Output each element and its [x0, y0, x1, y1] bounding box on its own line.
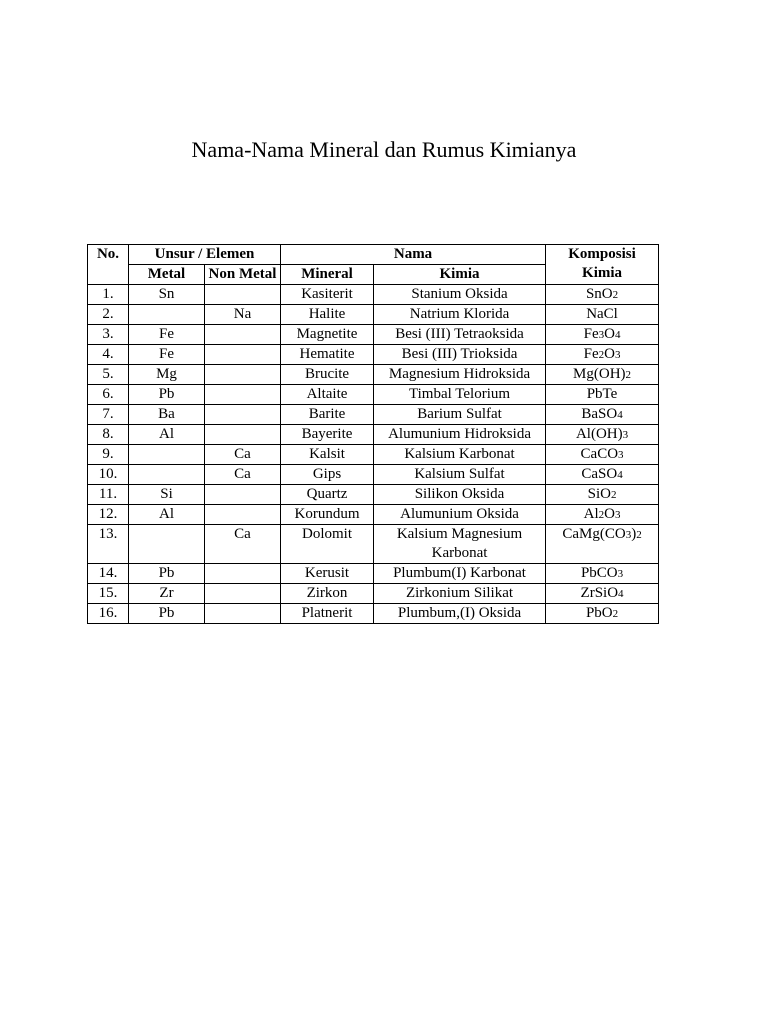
- cell-non-metal: [205, 345, 281, 365]
- cell-mineral: Kasiterit: [281, 285, 374, 305]
- cell-kimia: Besi (III) Trioksida: [374, 345, 546, 365]
- cell-no: 8.: [88, 425, 129, 445]
- formula-subscript: 4: [614, 329, 621, 341]
- header-no: No.: [88, 245, 129, 285]
- cell-formula: [546, 385, 659, 405]
- header-kimia: Kimia: [374, 265, 546, 285]
- cell-mineral: Kalsit: [281, 445, 374, 465]
- formula-subscript: 4: [617, 469, 623, 481]
- cell-formula: [546, 564, 659, 584]
- cell-formula: [546, 345, 659, 365]
- cell-kimia: Silikon Oksida: [374, 485, 546, 505]
- cell-no: 11.: [88, 485, 129, 505]
- cell-kimia: Besi (III) Tetraoksida: [374, 325, 546, 345]
- cell-formula: [546, 445, 659, 465]
- formula-part: ZrSiO: [580, 585, 619, 601]
- cell-non-metal: [205, 505, 281, 525]
- formula-part: Fe: [583, 326, 599, 342]
- header-non-metal: Non Metal: [205, 265, 281, 285]
- cell-non-metal: [205, 425, 281, 445]
- table-row: [88, 305, 659, 325]
- cell-no: 7.: [88, 405, 129, 425]
- cell-mineral: Dolomit: [281, 525, 374, 564]
- cell-metal: Pb: [129, 564, 205, 584]
- header-metal: Metal: [129, 265, 205, 285]
- formula-subscript: 2: [610, 489, 617, 501]
- formula-part: Mg(OH): [573, 366, 626, 382]
- cell-formula: [546, 425, 659, 445]
- header-unsur: Unsur / Elemen: [129, 245, 281, 265]
- cell-non-metal: Ca: [205, 525, 281, 564]
- page-title: Nama-Nama Mineral dan Rumus Kimianya: [191, 137, 577, 162]
- table-row: [88, 365, 659, 385]
- formula-subscript: 3: [614, 349, 621, 361]
- cell-mineral: Quartz: [281, 485, 374, 505]
- cell-metal: [129, 445, 205, 465]
- formula-subscript: 2: [625, 369, 632, 381]
- formula-part: CaCO: [580, 446, 619, 462]
- cell-formula: [546, 584, 659, 604]
- formula-part: ): [631, 526, 637, 542]
- cell-metal: Pb: [129, 604, 205, 624]
- cell-kimia: Zirkonium Silikat: [374, 584, 546, 604]
- table-row: [88, 445, 659, 465]
- cell-mineral: Platnerit: [281, 604, 374, 624]
- formula-part: PbCO: [580, 565, 618, 581]
- cell-no: 10.: [88, 465, 129, 485]
- cell-formula: [546, 505, 659, 525]
- cell-no: 13.: [88, 525, 129, 564]
- formula-part: PbO: [585, 605, 613, 621]
- cell-no: 5.: [88, 365, 129, 385]
- cell-formula: [546, 325, 659, 345]
- formula-subscript: 2: [598, 349, 605, 361]
- cell-mineral: Kerusit: [281, 564, 374, 584]
- cell-kimia: Kalsium Magnesium Karbonat: [374, 525, 546, 564]
- formula-subscript: 3: [622, 429, 629, 441]
- cell-kimia: Plumbum(I) Karbonat: [374, 564, 546, 584]
- table-row: [88, 325, 659, 345]
- cell-no: 1.: [88, 285, 129, 305]
- formula-part: NaCl: [586, 306, 618, 322]
- cell-metal: Pb: [129, 385, 205, 405]
- cell-kimia: Barium Sulfat: [374, 405, 546, 425]
- formula-part: O: [604, 326, 615, 342]
- cell-formula: [546, 465, 659, 485]
- cell-non-metal: [205, 405, 281, 425]
- formula-subscript: 3: [617, 568, 624, 580]
- cell-formula: [546, 485, 659, 505]
- cell-kimia: Natrium Klorida: [374, 305, 546, 325]
- cell-metal: Fe: [129, 345, 205, 365]
- cell-no: 2.: [88, 305, 129, 325]
- cell-mineral: Altaite: [281, 385, 374, 405]
- formula-subscript: 2: [612, 608, 619, 620]
- cell-no: 14.: [88, 564, 129, 584]
- table-row: [88, 485, 659, 505]
- cell-formula: [546, 604, 659, 624]
- cell-kimia: Stanium Oksida: [374, 285, 546, 305]
- cell-no: 9.: [88, 445, 129, 465]
- header-nama: Nama: [281, 245, 546, 265]
- cell-non-metal: [205, 385, 281, 405]
- formula-subscript: 2: [636, 529, 642, 541]
- formula-part: O: [601, 286, 613, 302]
- table-row: [88, 285, 659, 305]
- table-row: [88, 564, 659, 584]
- cell-metal: Al: [129, 425, 205, 445]
- cell-kimia: Kalsium Sulfat: [374, 465, 546, 485]
- cell-no: 3.: [88, 325, 129, 345]
- cell-kimia: Alumunium Hidroksida: [374, 425, 546, 445]
- cell-metal: Sn: [129, 285, 205, 305]
- cell-formula: [546, 365, 659, 385]
- formula-part: SiO: [587, 486, 611, 502]
- cell-kimia: Kalsium Karbonat: [374, 445, 546, 465]
- cell-no: 12.: [88, 505, 129, 525]
- cell-non-metal: [205, 604, 281, 624]
- formula-part: Al(OH): [575, 426, 623, 442]
- formula-subscript: 4: [617, 409, 623, 421]
- formula-part: Sn: [585, 286, 602, 302]
- formula-part: PbTe: [586, 386, 618, 402]
- cell-formula: [546, 305, 659, 325]
- cell-no: 4.: [88, 345, 129, 365]
- formula-subscript: 3: [618, 449, 624, 461]
- formula-subscript: 3: [614, 509, 621, 521]
- cell-kimia: Alumunium Oksida: [374, 505, 546, 525]
- cell-non-metal: [205, 564, 281, 584]
- cell-no: 15.: [88, 584, 129, 604]
- formula-part: Fe: [583, 346, 599, 362]
- table-row: [88, 425, 659, 445]
- formula-part: CaMg(CO: [562, 526, 626, 542]
- cell-mineral: Brucite: [281, 365, 374, 385]
- formula-part: O: [604, 346, 615, 362]
- cell-formula: [546, 405, 659, 425]
- cell-non-metal: Ca: [205, 465, 281, 485]
- formula-subscript: 2: [598, 509, 605, 521]
- formula-part: BaSO: [581, 406, 618, 422]
- cell-kimia: Timbal Telorium: [374, 385, 546, 405]
- cell-mineral: Halite: [281, 305, 374, 325]
- cell-non-metal: [205, 285, 281, 305]
- cell-non-metal: Ca: [205, 445, 281, 465]
- cell-metal: Al: [129, 505, 205, 525]
- cell-mineral: Gips: [281, 465, 374, 485]
- table-header: [88, 245, 659, 285]
- table-row: [88, 525, 659, 564]
- cell-metal: Zr: [129, 584, 205, 604]
- cell-metal: Ba: [129, 405, 205, 425]
- cell-mineral: Korundum: [281, 505, 374, 525]
- table-row: [88, 385, 659, 405]
- table-row: [88, 505, 659, 525]
- cell-non-metal: Na: [205, 305, 281, 325]
- cell-non-metal: [205, 325, 281, 345]
- cell-kimia: Magnesium Hidroksida: [374, 365, 546, 385]
- cell-formula: [546, 525, 659, 564]
- table-row: [88, 345, 659, 365]
- formula-subscript: 2: [612, 289, 619, 301]
- cell-metal: [129, 525, 205, 564]
- cell-metal: [129, 465, 205, 485]
- formula-subscript: 3: [598, 329, 605, 341]
- mineral-table: [87, 244, 659, 624]
- cell-non-metal: [205, 365, 281, 385]
- cell-kimia: Plumbum,(I) Oksida: [374, 604, 546, 624]
- table-row: [88, 465, 659, 485]
- cell-no: 16.: [88, 604, 129, 624]
- formula-part: Al: [583, 506, 599, 522]
- cell-metal: Fe: [129, 325, 205, 345]
- cell-formula: [546, 285, 659, 305]
- table-row: [88, 584, 659, 604]
- table-body: [88, 285, 659, 624]
- cell-metal: Mg: [129, 365, 205, 385]
- cell-mineral: Magnetite: [281, 325, 374, 345]
- cell-non-metal: [205, 485, 281, 505]
- formula-subscript: 3: [625, 529, 632, 541]
- cell-mineral: Bayerite: [281, 425, 374, 445]
- cell-non-metal: [205, 584, 281, 604]
- cell-mineral: Hematite: [281, 345, 374, 365]
- header-komposisi: Komposisi Kimia: [546, 245, 659, 285]
- cell-mineral: Zirkon: [281, 584, 374, 604]
- table-row: [88, 604, 659, 624]
- formula-part: CaSO: [581, 466, 618, 482]
- formula-part: O: [604, 506, 615, 522]
- table-row: [88, 405, 659, 425]
- cell-mineral: Barite: [281, 405, 374, 425]
- cell-metal: [129, 305, 205, 325]
- cell-metal: Si: [129, 485, 205, 505]
- cell-no: 6.: [88, 385, 129, 405]
- formula-subscript: 4: [618, 588, 624, 600]
- header-mineral: Mineral: [281, 265, 374, 285]
